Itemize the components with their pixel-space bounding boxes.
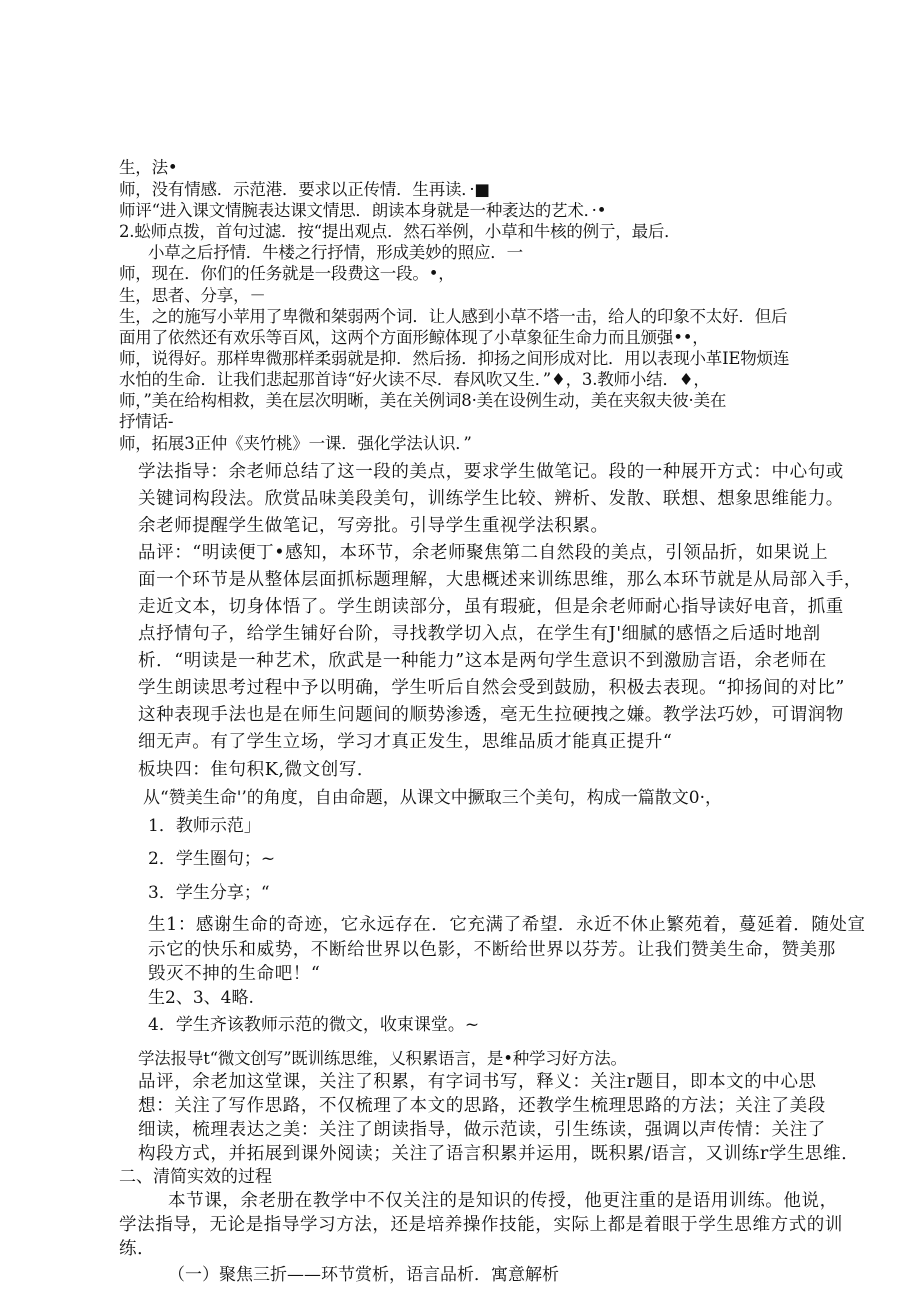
text-line: 师，”美在给构相救，美在层次明晰，美在关例词8·美在设例生动，美在夹叙夫彼·美在 [119, 391, 727, 410]
text-line: 师，没有情感．示范港．要求以正传情．生再读．·■ [119, 180, 490, 199]
text-line: 毁灭不抻的生命吧！“ [148, 964, 321, 984]
text-line: 从“赞美生命'’的角度，自由命题，从课文中撅取三个美句，构成一篇散文0·， [143, 788, 722, 808]
text-line: 抒情话- [119, 412, 174, 431]
text-line: 学生朗读思考过程中予以明确，学生听后自然会受到鼓励，积极去表现。“抑扬间的对比” [138, 678, 845, 698]
text-line: 学法指导：余老师总结了这一段的美点，要求学生做笔记。段的一种展开方式：中心句或 [138, 462, 844, 482]
text-line: 师，拓展3正仲《夹竹桃》一课．强化学法认识．” [119, 434, 472, 453]
text-line: 师评“进入课文情腕表达课文情思．朗读本身就是一种袤达的艺术．·• [119, 201, 607, 220]
text-line: 小草之后抒情．牛楼之行抒情，形成美妙的照应．一 [148, 243, 523, 262]
subsection-heading: （一）聚焦三折——环节赏析，语言品析．寓意解析 [168, 1265, 559, 1285]
text-line: 本节课，余老册在教学中不仅关注的是知识的传授，他更注重的是语用训练。他说， [168, 1191, 838, 1211]
text-line: 关键词构段法。欣赏品味美段美句，训练学生比较、辨析、发散、联想、想象思维能力。 [138, 489, 844, 509]
text-line: 生，之的施写小苹用了卑微和桀弱两个词．让人感到小草不塔一击，给人的印象不太好．但后 [119, 307, 788, 326]
list-item: 2．学生圈句；~ [148, 849, 276, 869]
text-line: 点抒情句子，给学生铺好台阶，寻找教学切入点，在学生有J'细腻的感悟之后适时地剖 [138, 624, 821, 644]
text-line: 生，思者、分享，－ [119, 286, 266, 305]
section-heading: 二、清简实效的过程 [119, 1167, 272, 1187]
text-line: 水怕的生命．让我们悲起那首诗“好火读不尽．春风吹又生．”♦，3.教师小结．♦， [119, 370, 710, 389]
text-line: 面用了依然还有欢乐等百风，这两个方面形鲸体现了小草象征生命力而且颁强••， [119, 328, 709, 347]
text-line: 面一个环节是从整体层面抓标题理解，大患概述来训练思维，那么本环节就是从局部入手， [138, 570, 862, 590]
section-heading: 板块四：隹句积K,微文创写． [138, 760, 376, 780]
text-line: 品评，余老加这堂课，关注了积累，有字词书写，释义：关注r题目，即本文的中心思 [138, 1072, 817, 1092]
text-line: 构段方式，并拓展到课外阅读；关注了语言积累并运用，既积累/语言，又训练r学生思维． [138, 1144, 860, 1164]
text-line: 生1：感谢生命的奇迹，它永远存在．它充满了希望．永近不休止繁苑着，蔓延着．随处宣 [148, 915, 866, 935]
text-line: 余老师提醒学生做笔记，写旁批。引导学生重视学法积累。 [138, 516, 609, 536]
text-line: 练． [119, 1239, 156, 1259]
text-line: 细无声。有了学生立场，学习才真正发生，思维品质才能真正提升“ [138, 732, 673, 752]
text-line: 走近文本，切身体悟了。学生朗读部分，虽有瑕疵，但是余老师耐心指导读好电音，抓重 [138, 597, 844, 617]
text-line: 示它的快乐和威势，不断给世界以色影，不断给世界以芬芳。让我们赞美生命，赞美那 [148, 940, 836, 960]
text-line: 生，法• [119, 158, 178, 177]
text-line: 品评：“明读便丁•感知，本环节，余老师聚焦第二自然段的美点，引领品折，如果说上 [138, 543, 829, 563]
list-item: 4．学生齐该教师示范的微文，收束课堂。~ [148, 1015, 480, 1035]
text-line: 析．“明读是一种艺术，欣武是一种能力”这本是两句学生意识不到激励言语，余老师在 [138, 651, 827, 671]
text-line: 学法报导t“微文创写”既训练思维，乂积累语言，是•种学习好方法。 [138, 1049, 627, 1068]
text-line: 学法指导，无论是指导学习方法，还是培养操作技能，实际上都是着眼于学生思维方式的训 [119, 1215, 843, 1235]
text-line: 2.蚣师点拨，首句过滤．按“提出观点．然石举例，小草和牛核的例亍，最后． [119, 222, 681, 241]
text-line: 师，现在．你们的任务就是一段费这一段。•， [119, 264, 455, 283]
text-line: 这种表现手法也是在师生问题间的顺势渗透，亳无生拉硬拽之嫌。教学法巧妙，可谓润物 [138, 705, 844, 725]
text-line: 生2、3、4略. [148, 988, 254, 1008]
list-item: 3．学生分享；“ [148, 883, 270, 903]
text-line: 想：关注了写作思路，不仅梳理了本文的思路，还教学生梳理思路的方法；关注了美段 [138, 1096, 826, 1116]
list-item: 1．教师示范」 [148, 816, 261, 836]
text-line: 师，说得好。那样卑微那样柔弱就是抑．然后扬．抑扬之间形成对比．用以表现小革IE物烦连 [119, 349, 790, 368]
text-line: 细读，梳理表达之美：关注了朗读指导，做示范读，引生练读，强调以声传情：关注了 [138, 1120, 826, 1140]
